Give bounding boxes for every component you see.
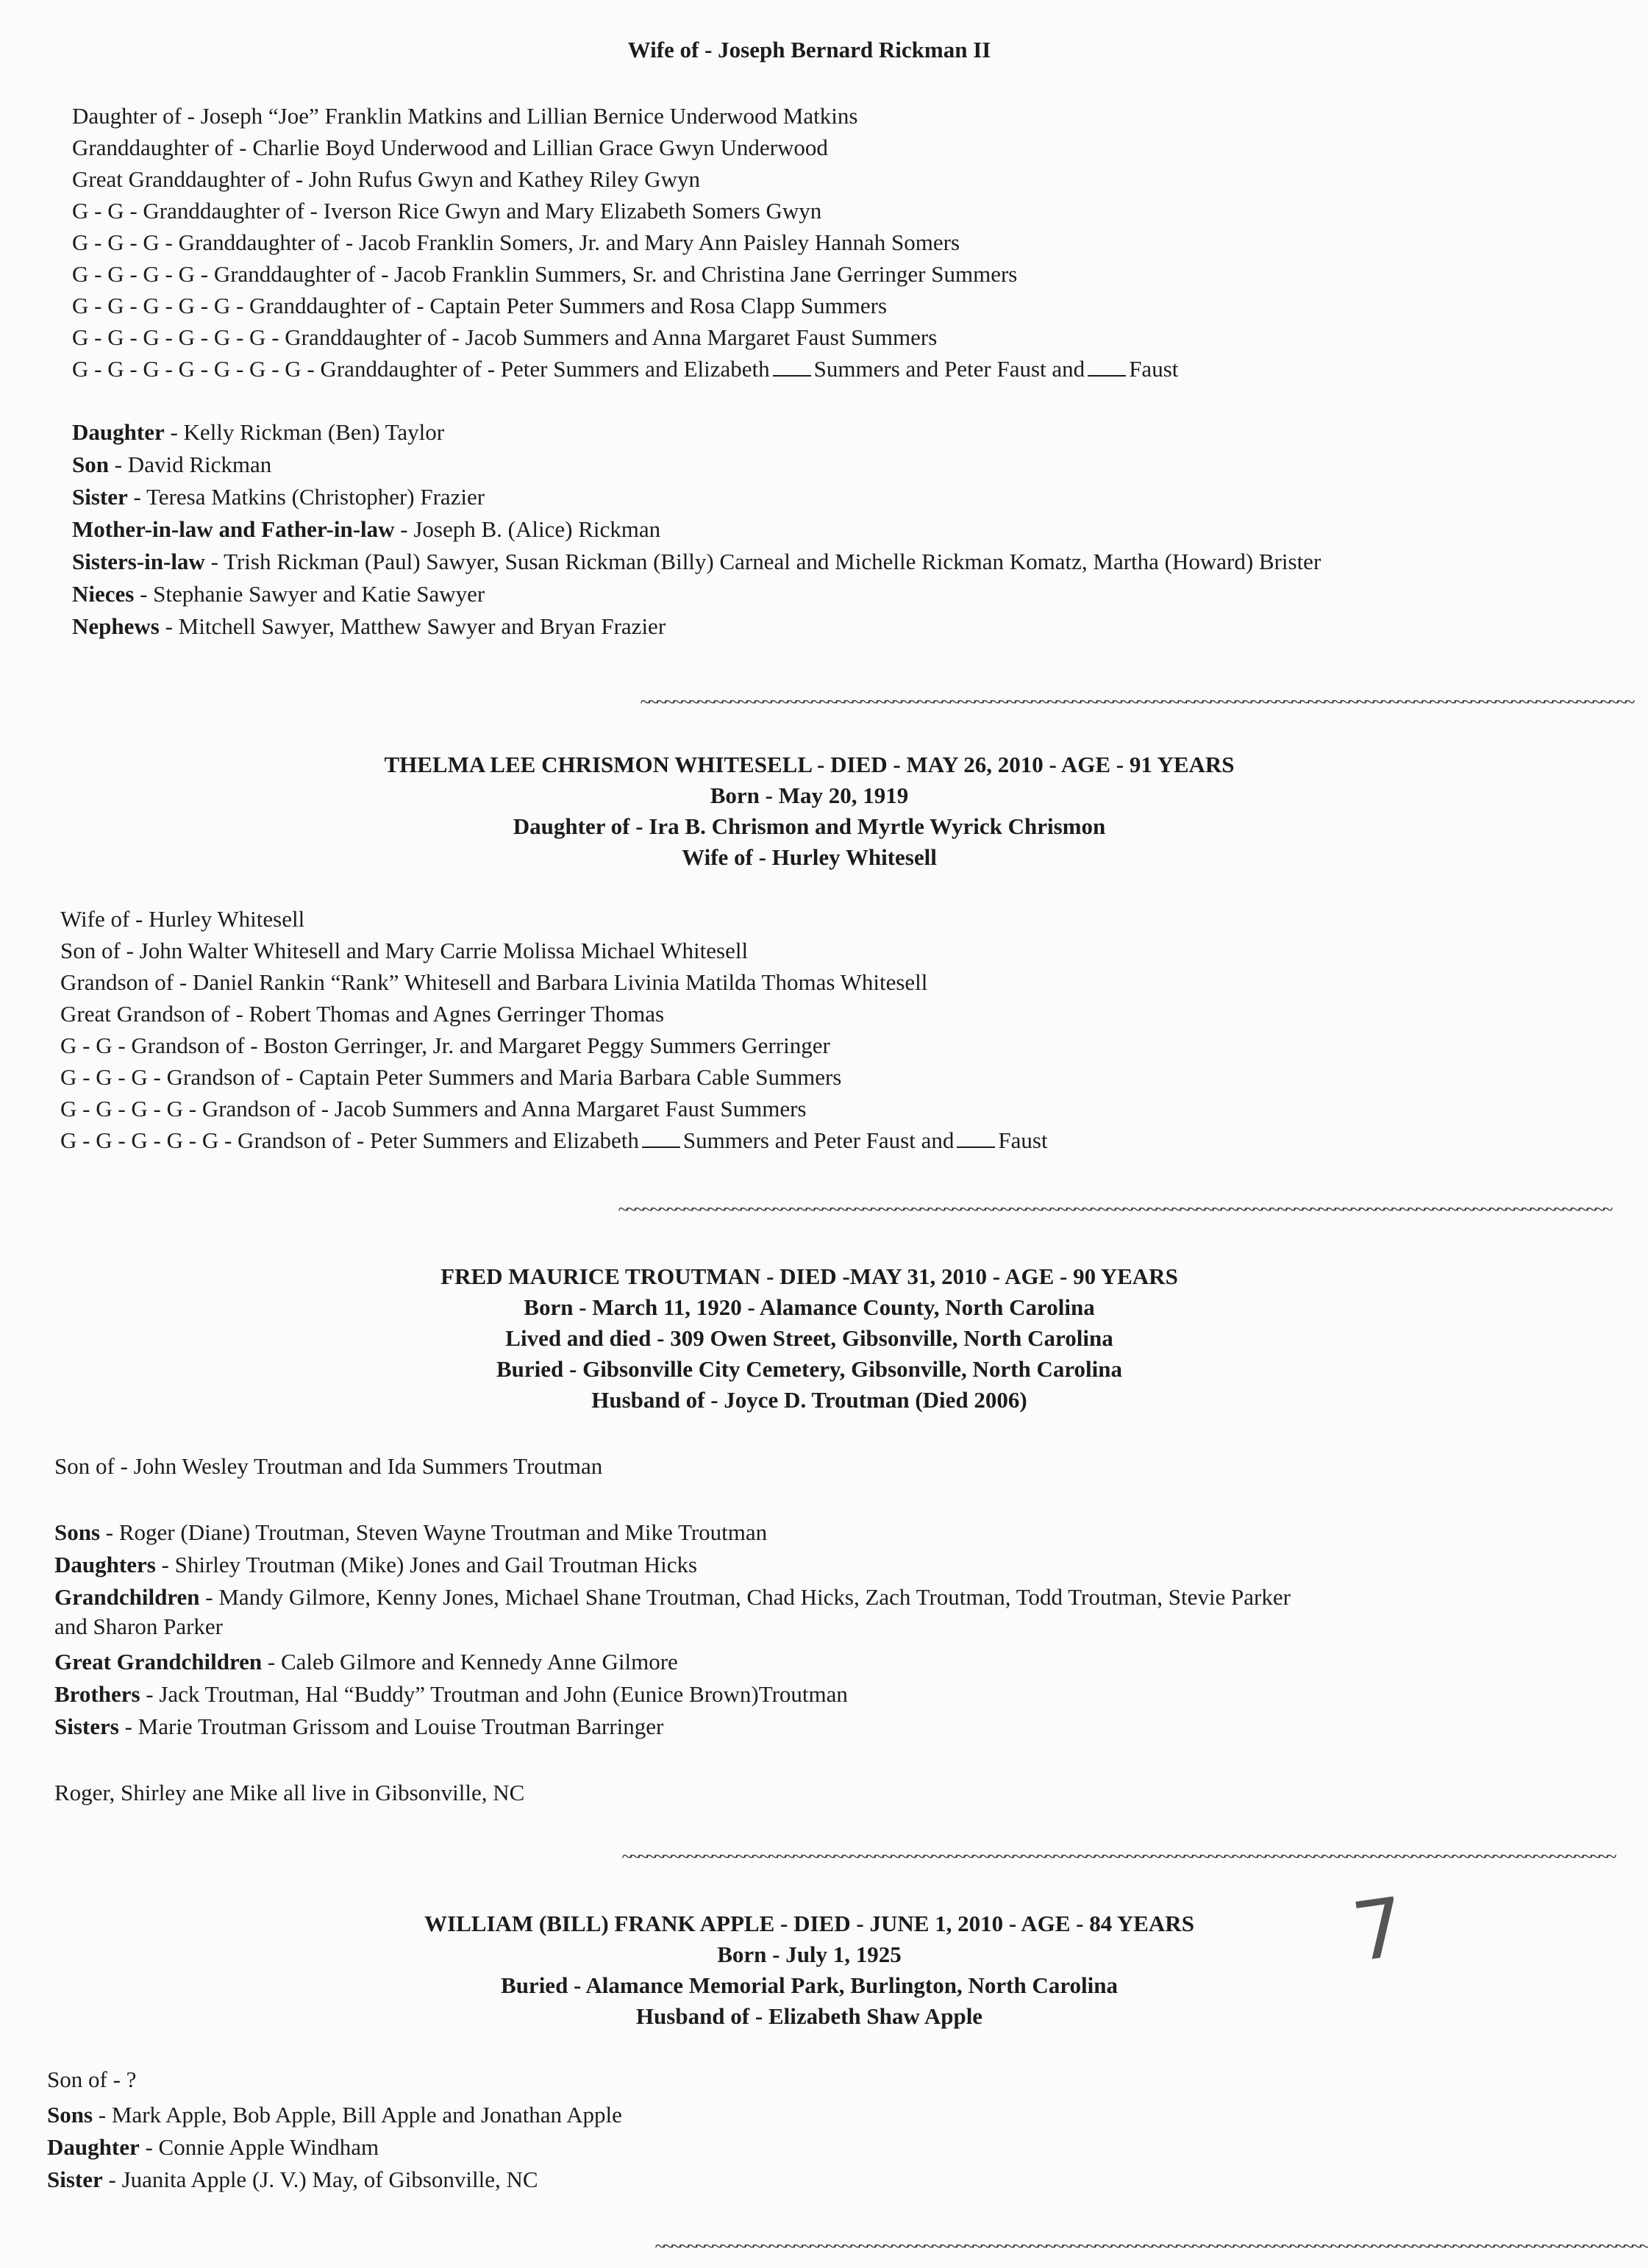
- lineage-line: Grandson of - Daniel Rankin “Rank” Whitesell and Barbara Livinia Matilda Thomas Whitesell: [60, 969, 928, 995]
- obituary-residence: Lived and died - 309 Owen Street, Gibsonville, North Carolina: [505, 1325, 1113, 1351]
- obituary-parents: Daughter of - Ira B. Chrismon and Myrtle Wyrick Chrismon: [513, 813, 1106, 839]
- lineage-line: G - G - G - G - G - Granddaughter of - Captain Peter Summers and Rosa Clapp Summers: [72, 293, 888, 318]
- family-line-continued: and Sharon Parker: [54, 1613, 223, 1639]
- obituary-title: WILLIAM (BILL) FRANK APPLE - DIED - JUNE 1, 2010 - AGE - 84 YEARS: [424, 1911, 1194, 1936]
- section-divider: ~~~~~~~~~~~~~~~~~~~~~~~~~~~~~~~~~~~~~~~~~~~~~~~~~~~~~~~~~~~~~~~~~~~~~~~~~~~~~~~~~~~~~~~~~~~~~~~~~~~~~~~~~~~~~~~~~~~~~~~~~~: [621, 1846, 1615, 1867]
- lineage-line: G - G - G - Grandson of - Captain Peter Summers and Maria Barbara Cable Summers: [60, 1064, 842, 1090]
- obituary-spouse: Husband of - Elizabeth Shaw Apple: [635, 2003, 983, 2029]
- family-line: Sister - Teresa Matkins (Christopher) Frazier: [72, 484, 485, 510]
- lineage-line: Granddaughter of - Charlie Boyd Underwood and Lillian Grace Gwyn Underwood: [72, 135, 828, 160]
- family-line: Daughters - Shirley Troutman (Mike) Jones and Gail Troutman Hicks: [54, 1552, 698, 1577]
- family-line: Sisters-in-law - Trish Rickman (Paul) Sawyer, Susan Rickman (Billy) Carneal and Michelle Rickman Komatz, Martha (Howard) Brister: [72, 549, 1321, 574]
- lineage-line: G - G - G - G - Granddaughter of - Jacob Franklin Summers, Sr. and Christina Jane Gerringer Summers: [72, 261, 1018, 287]
- obituary-title: THELMA LEE CHRISMON WHITESELL - DIED - MAY 26, 2010 - AGE - 91 YEARS: [384, 752, 1235, 777]
- lineage-text: Faust: [1129, 356, 1179, 382]
- lineage-line: Wife of - Hurley Whitesell: [60, 906, 305, 932]
- family-line: Sons - Roger (Diane) Troutman, Steven Wayne Troutman and Mike Troutman: [54, 1519, 768, 1545]
- obituary-title: FRED MAURICE TROUTMAN - DIED -MAY 31, 2010 - AGE - 90 YEARS: [440, 1263, 1178, 1289]
- family-line: Nephews - Mitchell Sawyer, Matthew Sawyer and Bryan Frazier: [72, 613, 666, 639]
- obituary-born: Born - July 1, 1925: [717, 1941, 902, 1967]
- lineage-line: Daughter of - Joseph “Joe” Franklin Matkins and Lillian Bernice Underwood Matkins: [72, 103, 858, 129]
- section-divider: ~~~~~~~~~~~~~~~~~~~~~~~~~~~~~~~~~~~~~~~~~~~~~~~~~~~~~~~~~~~~~~~~~~~~~~~~~~~~~~~~~~~~~~~~~~~~~~~~~~~~~~~~~~~~~~~~~~~~~~~~~~: [654, 2236, 1648, 2257]
- lineage-line: G - G - Grandson of - Boston Gerringer, Jr. and Margaret Peggy Summers Gerringer: [60, 1033, 830, 1058]
- lineage-line: Great Grandson of - Robert Thomas and Agnes Gerringer Thomas: [60, 1001, 665, 1027]
- lineage-text: Summers and Peter Faust and: [813, 356, 1085, 382]
- apple-son-of: Son of - ?: [47, 2066, 137, 2092]
- family-line: Sons - Mark Apple, Bob Apple, Bill Apple and Jonathan Apple: [47, 2102, 622, 2128]
- family-line: Daughter - Connie Apple Windham: [47, 2134, 379, 2160]
- family-line: Great Grandchildren - Caleb Gilmore and Kennedy Anne Gilmore: [54, 1649, 678, 1675]
- family-line: Sisters - Marie Troutman Grissom and Louise Troutman Barringer: [54, 1714, 664, 1739]
- lineage-text: Faust: [998, 1127, 1048, 1153]
- lineage-line-last: [72, 354, 1178, 384]
- section-divider: ~~~~~~~~~~~~~~~~~~~~~~~~~~~~~~~~~~~~~~~~~~~~~~~~~~~~~~~~~~~~~~~~~~~~~~~~~~~~~~~~~~~~~~~~~~~~~~~~~~~~~~~~~~~~~~~~~~~~~~~~~~: [618, 1199, 1611, 1220]
- lineage-line: G - G - Granddaughter of - Iverson Rice Gwyn and Mary Elizabeth Somers Gwyn: [72, 198, 822, 224]
- blank-line: [773, 356, 811, 377]
- blank-line: [957, 1127, 995, 1148]
- lineage-line-last: [60, 1126, 1048, 1155]
- obituary-born: Born - March 11, 1920 - Alamance County, North Carolina: [524, 1294, 1095, 1320]
- rickman-wife-of: Wife of - Joseph Bernard Rickman II: [627, 37, 991, 63]
- lineage-text: Summers and Peter Faust and: [682, 1127, 955, 1153]
- lineage-text: G - G - G - G - G - G - G - Granddaughter of - Peter Summers and Elizabeth: [72, 356, 770, 382]
- lineage-text: G - G - G - G - G - Grandson of - Peter Summers and Elizabeth: [60, 1127, 639, 1153]
- troutman-note: Roger, Shirley ane Mike all live in Gibsonville, NC: [54, 1780, 525, 1805]
- lineage-line: Son of - John Walter Whitesell and Mary Carrie Molissa Michael Whitesell: [60, 938, 749, 963]
- family-line: Son - David Rickman: [72, 452, 272, 477]
- lineage-line: G - G - G - G - Grandson of - Jacob Summers and Anna Margaret Faust Summers: [60, 1096, 807, 1121]
- family-line: Grandchildren - Mandy Gilmore, Kenny Jones, Michael Shane Troutman, Chad Hicks, Zach Troutman, Todd Troutman, Stevie Parker: [54, 1584, 1291, 1610]
- lineage-line: G - G - G - G - G - G - Granddaughter of - Jacob Summers and Anna Margaret Faust Summers: [72, 324, 938, 350]
- family-line: Sister - Juanita Apple (J. V.) May, of Gibsonville, NC: [47, 2167, 538, 2192]
- obituary-born: Born - May 20, 1919: [710, 782, 909, 808]
- blank-line: [642, 1127, 680, 1148]
- obituary-burial: Buried - Gibsonville City Cemetery, Gibsonville, North Carolina: [496, 1356, 1123, 1382]
- lineage-line: G - G - G - Granddaughter of - Jacob Franklin Somers, Jr. and Mary Ann Paisley Hannah Somers: [72, 229, 960, 255]
- obituary-spouse: Husband of - Joyce D. Troutman (Died 2006): [591, 1387, 1027, 1413]
- troutman-son-of: Son of - John Wesley Troutman and Ida Summers Troutman: [54, 1453, 603, 1479]
- family-line: Daughter - Kelly Rickman (Ben) Taylor: [72, 419, 445, 445]
- handwritten-page-number: 7: [1346, 1879, 1411, 1980]
- family-line: Mother-in-law and Father-in-law - Joseph B. (Alice) Rickman: [72, 516, 661, 542]
- family-line: Brothers - Jack Troutman, Hal “Buddy” Troutman and John (Eunice Brown)Troutman: [54, 1681, 848, 1707]
- lineage-line: Great Granddaughter of - John Rufus Gwyn and Kathey Riley Gwyn: [72, 166, 701, 192]
- obituary-spouse: Wife of - Hurley Whitesell: [682, 844, 937, 870]
- section-divider: ~~~~~~~~~~~~~~~~~~~~~~~~~~~~~~~~~~~~~~~~~~~~~~~~~~~~~~~~~~~~~~~~~~~~~~~~~~~~~~~~~~~~~~~~~~~~~~~~~~~~~~~~~~~~~~~~~~~~~~~~~~: [640, 691, 1633, 713]
- family-line: Nieces - Stephanie Sawyer and Katie Sawyer: [72, 581, 485, 607]
- obituary-burial: Buried - Alamance Memorial Park, Burlington, North Carolina: [501, 1972, 1118, 1998]
- blank-line: [1088, 356, 1126, 377]
